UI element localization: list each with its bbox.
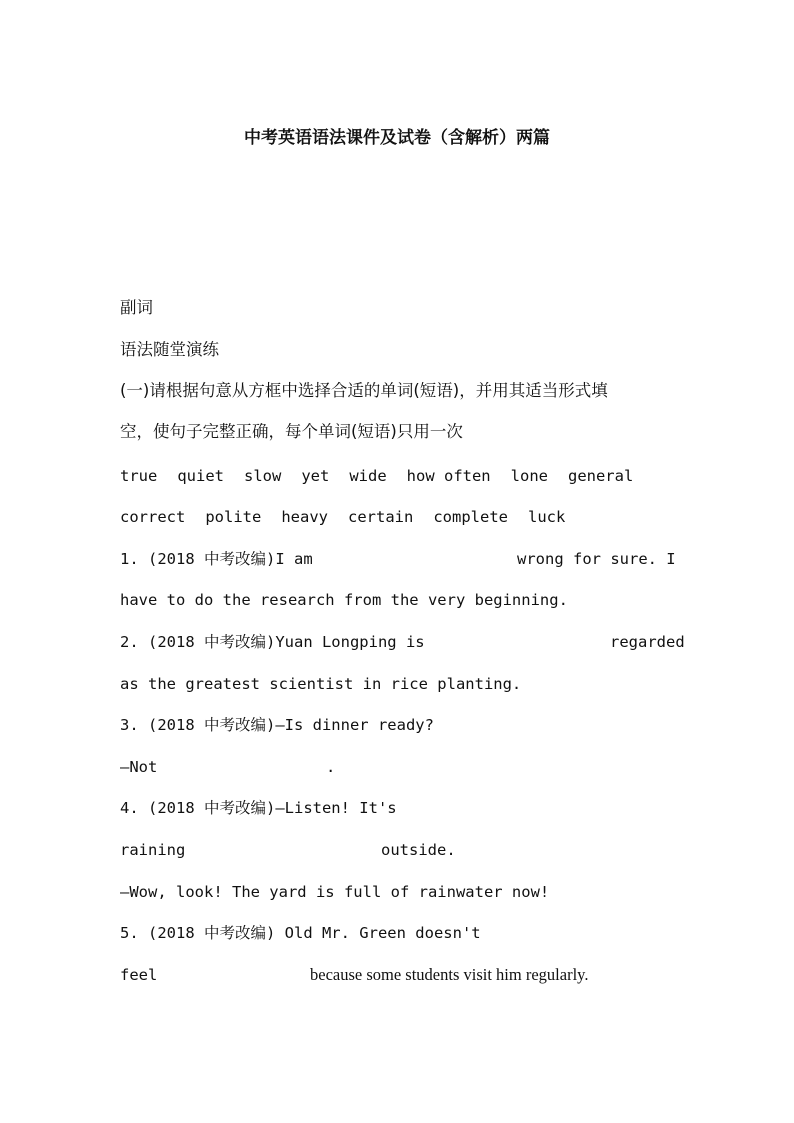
question-4-suffix: outside. (381, 841, 456, 859)
word-bank-row-2 (120, 507, 585, 527)
word-bank-item: heavy (281, 508, 328, 526)
word-bank-item: true (120, 467, 158, 485)
question-2-suffix: regarded (610, 633, 685, 651)
word-bank-item: luck (527, 508, 566, 526)
word-bank-item: polite (205, 508, 262, 526)
question-1-suffix: wrong for sure. I (517, 550, 676, 568)
document-title: 中考英语语法课件及试卷（含解析）两篇 (244, 128, 550, 148)
question-4-prefix: raining (120, 841, 186, 859)
word-bank-item: lone (510, 467, 548, 485)
word-bank-item: certain (348, 508, 414, 526)
word-bank-item: wide (349, 467, 387, 485)
word-bank-item: slow (244, 467, 282, 485)
word-bank-item: quiet (177, 467, 224, 485)
question-5-suffix: because some students visit him regularly. (310, 965, 589, 984)
section-heading: 副词 (120, 298, 153, 317)
word-bank-item: complete (433, 508, 508, 526)
question-5-line-1: 5. (2018 中考改编) Old Mr. Green doesn't (120, 924, 481, 942)
question-4-line-3: —Wow, look! The yard is full of rainwater now! (120, 883, 550, 901)
question-3-line-1: 3. (2018 中考改编)—Is dinner ready? (120, 716, 434, 734)
word-bank-item: yet (301, 467, 330, 485)
instruction-line-1: (一)请根据句意从方框中选择合适的单词(短语)，并用其适当形式填 (120, 381, 608, 400)
question-3-prefix: —Not (120, 758, 158, 776)
question-1-prefix: 1. (2018 中考改编)I am (120, 550, 313, 568)
subsection-heading: 语法随堂演练 (120, 340, 219, 359)
word-bank-item: how often (406, 467, 491, 485)
question-2-line-2: as the greatest scientist in rice planting. (120, 675, 522, 693)
instruction-line-2: 空，使句子完整正确，每个单词(短语)只用一次 (120, 422, 463, 441)
question-5-prefix: feel (120, 966, 158, 984)
word-bank-row-1 (120, 466, 653, 486)
word-bank-item: general (567, 467, 634, 485)
question-1-line-2: have to do the research from the very beginning. (120, 591, 568, 609)
question-3-suffix: . (326, 758, 336, 776)
question-4-line-1: 4. (2018 中考改编)—Listen! It's (120, 799, 397, 817)
word-bank-item: correct (120, 508, 186, 526)
question-2-prefix: 2. (2018 中考改编)Yuan Longping is (120, 633, 425, 651)
